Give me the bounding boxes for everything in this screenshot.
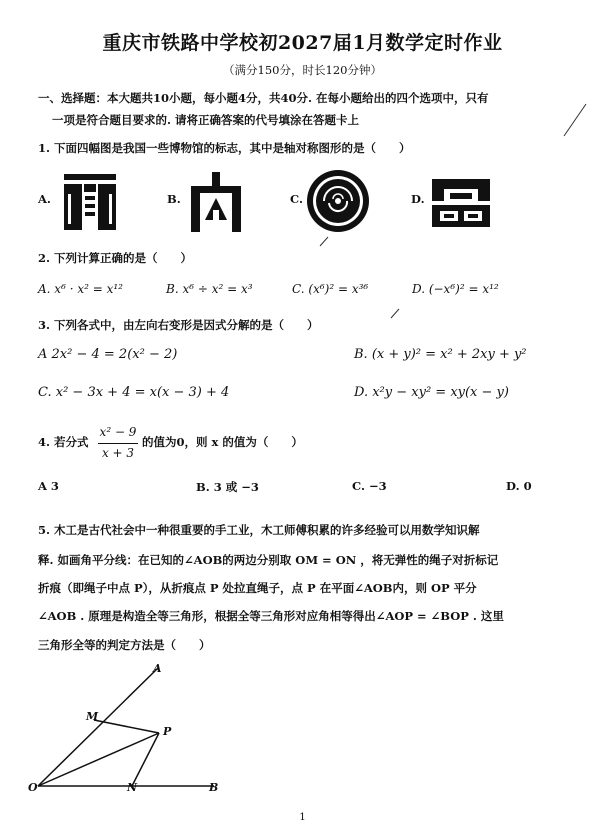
figure-label-a: A (153, 662, 162, 675)
museum-logo-d-icon (428, 175, 494, 231)
q5-line-3: 折痕（即绳子中点 P），从折痕点 P 处拉直绳子，点 P 在平面∠AOB内，则 OP 平分 (38, 581, 477, 595)
q3-stem: 3. 下列各式中，由左向右变形是因式分解的是（ ） (38, 318, 319, 332)
q3-option-d: D. x²y − xy² = xy(x − y) (354, 385, 509, 400)
page-number: 1 (299, 812, 306, 823)
segment-np (132, 733, 159, 786)
section1-instructions-line1: 一、选择题：本大题共10小题，每小题4分，共40分. 在每小题给出的四个选项中，只有 (38, 91, 489, 105)
pen-mark (318, 234, 332, 248)
q1-option-d-label: D. (411, 192, 425, 206)
q2-stem: 2. 下列计算正确的是（ ） (38, 251, 193, 265)
figure-label-b: B (209, 781, 219, 794)
segment-mp (94, 720, 159, 733)
section1-instructions-line2: 一项是符合题目要求的. 请将正确答案的代号填涂在答题卡上 (52, 113, 360, 127)
q4-option-c: C. −3 (352, 479, 387, 493)
figure-label-n: N (127, 781, 138, 794)
museum-logo-b-icon (185, 172, 247, 234)
q5-line-1: 5. 木工是古代社会中一种很重要的手工业，木工师傅积累的许多经验可以用数学知识解 (38, 523, 480, 537)
q1-option-a-label: A. (38, 192, 51, 206)
segment-op (38, 733, 159, 786)
q4-option-b: B. 3 或 −3 (196, 480, 259, 494)
pen-mark (388, 306, 402, 320)
q4-stem-suffix: 的值为0，则 x 的值为（ ） (142, 435, 303, 449)
q5-line-4: ∠AOB . 原理是构造全等三角形，根据全等三角形对应角相等得出∠AOP = ∠BOP . 这里 (38, 609, 504, 623)
q4-fraction-bar (98, 443, 138, 444)
q1-option-b-label: B. (167, 192, 181, 206)
page-title: 重庆市铁路中学校初2027届1月数学定时作业 (102, 32, 503, 54)
q3-option-a: A 2x² − 4 = 2(x² − 2) (38, 347, 178, 362)
q4-stem-prefix: 4. 若分式 (38, 435, 89, 449)
pen-mark (560, 100, 590, 140)
figure-label-p: P (163, 725, 172, 738)
museum-logo-a-icon (60, 170, 120, 232)
figure-label-m: M (86, 710, 99, 723)
q2-option-b: B. x⁶ ÷ x² = x³ (166, 282, 253, 296)
exam-subtitle: （满分150分，时长120分钟） (223, 63, 382, 77)
q5-line-2: 释. 如画角平分线：在已知的∠AOB的两边分别取 OM = ON ，将无弹性的绳子对折标记 (38, 553, 499, 567)
q4-option-a: A 3 (38, 479, 59, 493)
q2-option-c: C. (x⁶)² = x³⁶ (292, 282, 369, 296)
museum-logo-c-icon (305, 168, 371, 234)
ray-oa (38, 668, 158, 786)
figure-label-o: O (28, 781, 38, 794)
q1-stem: 1. 下面四幅图是我国一些博物馆的标志，其中是轴对称图形的是（ ） (38, 141, 411, 155)
q4-fraction-numerator: x² − 9 (99, 425, 137, 439)
q1-option-c-label: C. (290, 192, 303, 206)
q4-fraction-denominator: x + 3 (101, 446, 135, 460)
q5-line-5: 三角形全等的判定方法是（ ） (38, 638, 211, 652)
q4-option-d: D. 0 (506, 479, 532, 493)
q3-option-b: B. (x + y)² = x² + 2xy + y² (354, 347, 527, 362)
angle-bisector-figure (28, 660, 238, 800)
q2-option-a: A. x⁶ · x² = x¹² (38, 282, 123, 296)
q3-option-c: C. x² − 3x + 4 = x(x − 3) + 4 (38, 385, 230, 400)
q2-option-d: D. (−x⁶)² = x¹² (412, 282, 499, 296)
